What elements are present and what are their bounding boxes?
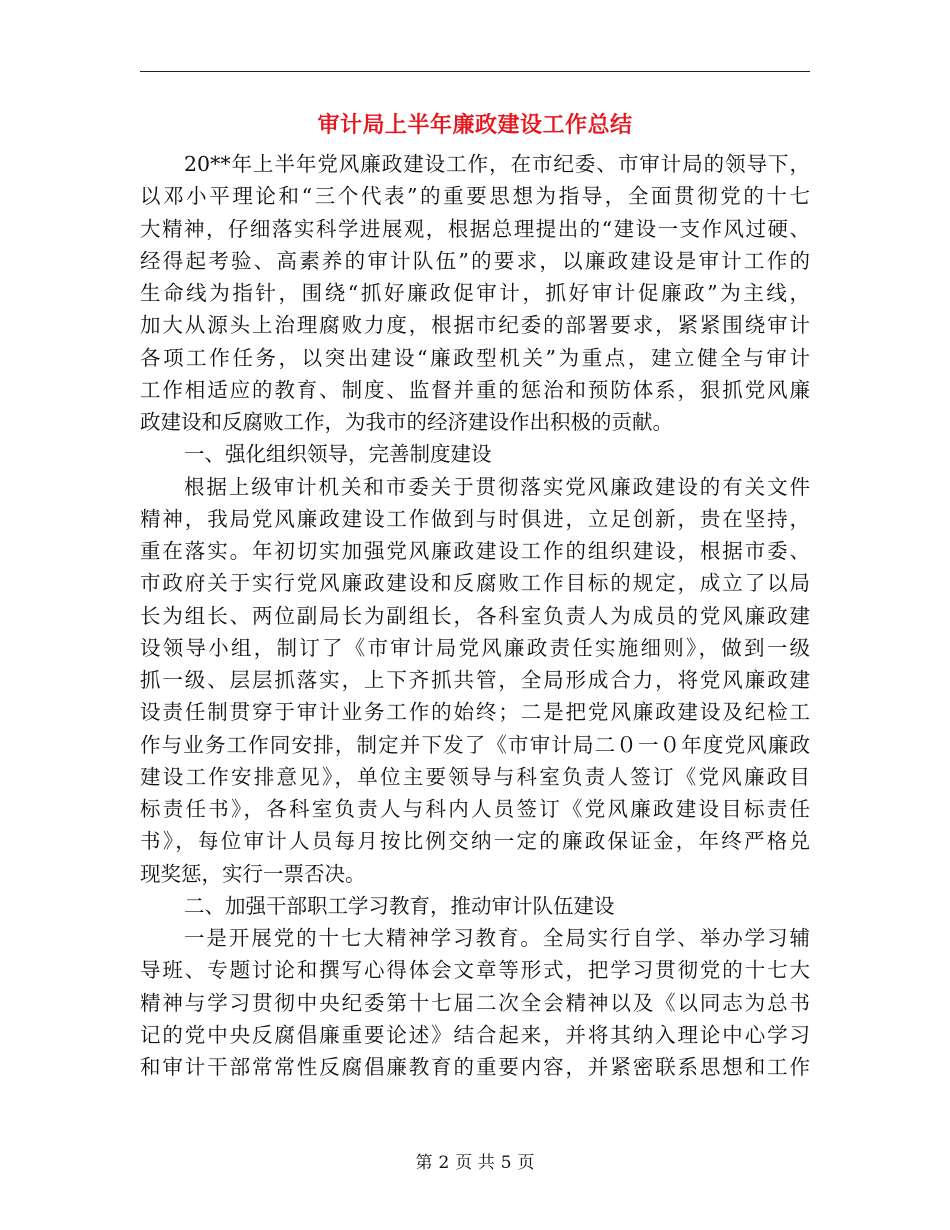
paragraph-line: 大精神，仔细落实科学进展观，根据总理提出的“建设一支作风过硬、	[140, 216, 810, 241]
paragraph-line: 建设工作安排意见》，单位主要领导与科室负责人签订《党风廉政目	[140, 764, 810, 789]
footer-middle: 页 共	[455, 1153, 495, 1173]
section-heading: 二、加强干部职工学习教育，推动审计队伍建设	[184, 893, 615, 918]
header-rule	[140, 71, 810, 72]
paragraph-line: 现奖惩，实行一票否决。	[140, 861, 366, 886]
paragraph-line: 记的党中央反腐倡廉重要论述》结合起来，并将其纳入理论中心学习	[140, 1022, 810, 1047]
paragraph-line: 和审计干部常常性反腐倡廉教育的重要内容，并紧密联系思想和工作	[140, 1055, 810, 1079]
paragraph-line: 各项工作任务，以突出建设“廉政型机关”为重点，建立健全与审计	[140, 345, 810, 370]
footer-suffix: 页	[517, 1153, 535, 1173]
document-title: 审计局上半年廉政建设工作总结	[317, 112, 633, 138]
document-body	[140, 148, 810, 1083]
paragraph-line: 导班、专题讨论和撰写心得体会文章等形式，把学习贯彻党的十七大	[140, 958, 810, 983]
paragraph-line: 加大从源头上治理腐败力度，根据市纪委的部署要求，紧紧围绕审计	[140, 313, 810, 338]
paragraph-line: 设领导小组，制订了《市审计局党风廉政责任实施细则》，做到一级	[140, 635, 810, 660]
paragraph-line: 设责任制贯穿于审计业务工作的始终；二是把党风廉政建设及纪检工	[140, 700, 810, 725]
section-heading: 一、强化组织领导，完善制度建设	[184, 442, 492, 467]
page-footer	[0, 1150, 950, 1176]
footer-prefix: 第	[415, 1153, 433, 1173]
paragraph-line: 根据上级审计机关和市委关于贯彻落实党风廉政建设的有关文件	[184, 474, 810, 499]
paragraph-line: 工作相适应的教育、制度、监督并重的惩治和预防体系，狠抓党风廉	[140, 377, 810, 402]
paragraph-line: 抓一级、层层抓落实，上下齐抓共管，全局形成合力，将党风廉政建	[140, 668, 810, 692]
paragraph-line: 精神，我局党风廉政建设工作做到与时俱进，立足创新，贵在坚持，	[140, 506, 810, 531]
paragraph-line: 作与业务工作同安排，制定并下发了《市审计局二０一０年度党风廉政	[140, 732, 810, 757]
paragraph-line: 重在落实。年初切实加强党风廉政建设工作的组织建设，根据市委、	[140, 539, 810, 563]
page-number: 2	[438, 1153, 450, 1173]
total-pages: 5	[500, 1153, 512, 1173]
paragraph-line: 书》，每位审计人员每月按比例交纳一定的廉政保证金，年终严格兑	[140, 829, 810, 854]
paragraph-line: 以邓小平理论和“三个代表”的重要思想为指导，全面贯彻党的十七	[140, 184, 810, 209]
paragraph-line: 精神与学习贯彻中央纪委第十七届二次全会精神以及《以同志为总书	[140, 990, 810, 1015]
paragraph-line: 一是开展党的十七大精神学习教育。全局实行自学、举办学习辅	[184, 926, 810, 950]
paragraph-line: 20**年上半年党风廉政建设工作，在市纪委、市审计局的领导下，	[184, 152, 810, 176]
paragraph-line: 标责任书》，各科室负责人与科内人员签订《党风廉政建设目标责任	[140, 797, 810, 821]
paragraph-line: 生命线为指针，围绕“抓好廉政促审计，抓好审计促廉政”为主线，	[140, 281, 810, 305]
paragraph-line: 经得起考验、高素养的审计队伍”的要求，以廉政建设是审计工作的	[140, 248, 810, 273]
paragraph-line: 长为组长、两位副局长为副组长，各科室负责人为成员的党风廉政建	[140, 603, 810, 628]
paragraph-line: 政建设和反腐败工作，为我市的经济建设作出积极的贡献。	[140, 410, 673, 434]
paragraph-line: 市政府关于实行党风廉政建设和反腐败工作目标的规定，成立了以局	[140, 571, 810, 596]
